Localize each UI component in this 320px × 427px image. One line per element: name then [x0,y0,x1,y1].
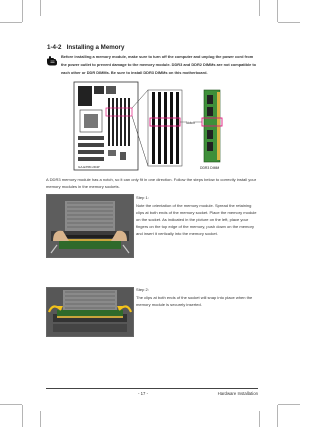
crop-mark [22,405,23,427]
crop-mark [0,22,22,23]
caution-hand-icon [46,55,58,66]
footer-rule [46,388,258,389]
intro-text: A DDR3 memory module has a notch, so it can only fit in one direction. Follow the steps below to correctly install your memory modules in the memory sockets. [46,177,257,189]
crop-mark [259,0,260,16]
notch-label: Notch [186,121,195,125]
section-title-text: Installing a Memory [66,44,125,51]
crop-mark [278,22,300,23]
step-2-label: Step 2: [136,287,149,292]
crop-mark [22,0,23,22]
footer-section-name: Hardware Installation [217,391,258,396]
memory-socket-diagram [72,80,248,172]
crop-mark [40,0,41,16]
section-number: 1-4-2 [47,44,62,51]
crop-mark [0,404,22,405]
crop-mark [277,0,278,22]
board-label: GA-EX58-UD4P [78,165,100,169]
crop-mark [259,411,260,427]
step-2-text: The clips at both ends of the socket will snap into place when the memory module is securely inserted. [136,295,253,307]
dimm-label: DDR3 DIMM [200,166,220,170]
step-1-text: Note the orientation of the memory module. Spread the retaining clips at both ends of the memory socket. Place the memory module on the socket. As indicated in the picture on the left, place your fingers on the top edge of the memory, push down on the memory and insert it vertically into the memory socket. [136,203,257,236]
crop-mark [40,411,41,427]
step-1-label: Step 1: [136,195,149,200]
crop-mark [278,404,300,405]
page-number: - 17 - [138,391,149,396]
section-title [47,44,124,51]
step-2-photo [46,287,134,337]
caution-text: Before installing a memory module, make sure to turn off the computer and unplug the power cord from the power outlet to prevent damage to the memory module. DDR3 and DDR2 DIMMs are not compatible to each other or DDR DIMMs. Be sure to install DDR3 DIMMs on this motherboard. [61,54,256,75]
crop-mark [277,405,278,427]
step-1-photo [46,194,134,258]
